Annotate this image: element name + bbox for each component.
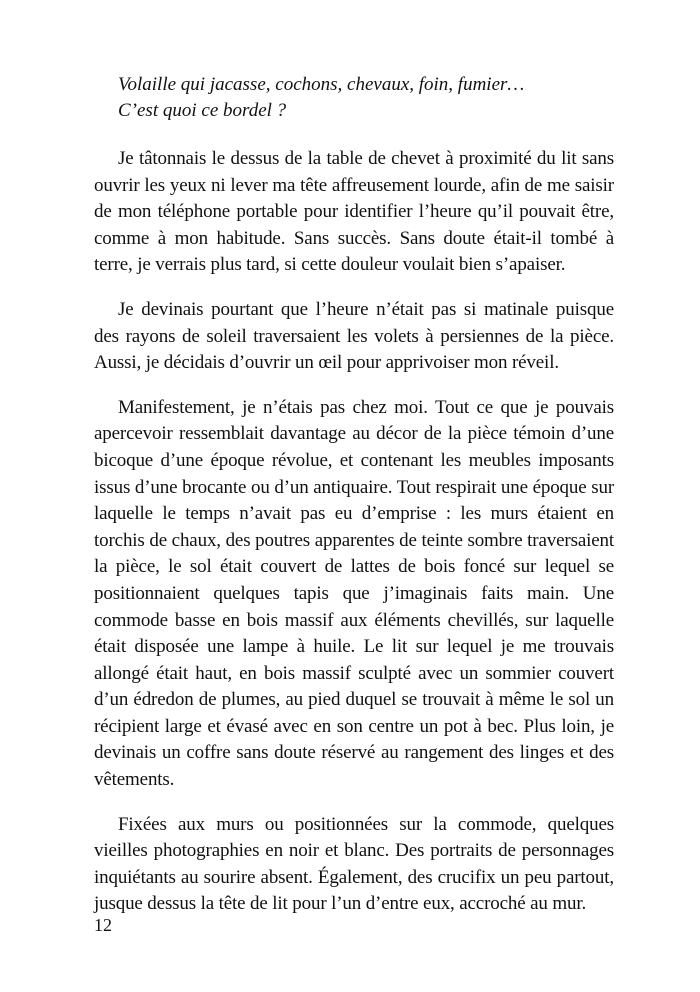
paragraph-1: Je tâtonnais le dessus de la table de chevet à proximité du lit sans ouvrir les yeux ni lever ma tête affreusement lourde, afin de me saisir de mon téléphone portable pour identifier l’heure qu’il pouvait être, comme à mon habitude. Sans succès. Sans doute était-il tombé à terre, je verrais plus tard, si cette douleur voulait bien s’apaiser.	[94, 148, 614, 276]
opening-line-2: C’est quoi ce bordel ?	[118, 100, 287, 121]
opening-line-1: Volaille qui jacasse, cochons, chevaux, foin, fumier…	[118, 74, 525, 95]
paragraph-2: Je devinais pourtant que l’heure n’était pas si matinale puisque des rayons de soleil traversaient les volets à persiennes de la pièce. Aussi, je décidais d’ouvrir un œil pour apprivoiser mon réveil.	[94, 298, 614, 374]
opening-lines	[94, 72, 614, 124]
paragraph-3: Manifestement, je n’étais pas chez moi. Tout ce que je pouvais apercevoir ressemblait davantage au décor de la pièce témoin d’une bicoque d’une époque révolue, et contenant les meubles imposants issus d’une brocante ou d’un antiquaire. Tout respirait une époque sur laquelle le temps n’avait pas eu d’emprise : les murs étaient en torchis de chaux, des poutres apparentes de teinte sombre traversaient la pièce, le sol était couvert de lattes de bois foncé sur lequel se positionnaient quelques tapis que j’imaginais faits main. Une commode basse en bois massif aux éléments chevillés, sur laquelle était disposée une lampe à huile. Le lit sur lequel je me trouvais allongé était haut, en bois massif sculpté avec un sommier couvert d’un édredon de plumes, au pied duquel se trouvait à même le sol un récipient large et évasé avec en son centre un pot à bec. Plus loin, je devinais un coffre sans doute réservé au rangement des linges et des vêtements.	[94, 396, 614, 791]
page-number: 12	[94, 915, 112, 935]
page-body	[94, 72, 614, 936]
paragraph-4: Fixées aux murs ou positionnées sur la commode, quelques vieilles photographies en noir et blanc. Des portraits de personnages inquiétants au sourire absent. Également, des crucifix un peu partout, jusque dessus la tête de lit pour l’un d’entre eux, accroché au mur.	[94, 813, 614, 915]
